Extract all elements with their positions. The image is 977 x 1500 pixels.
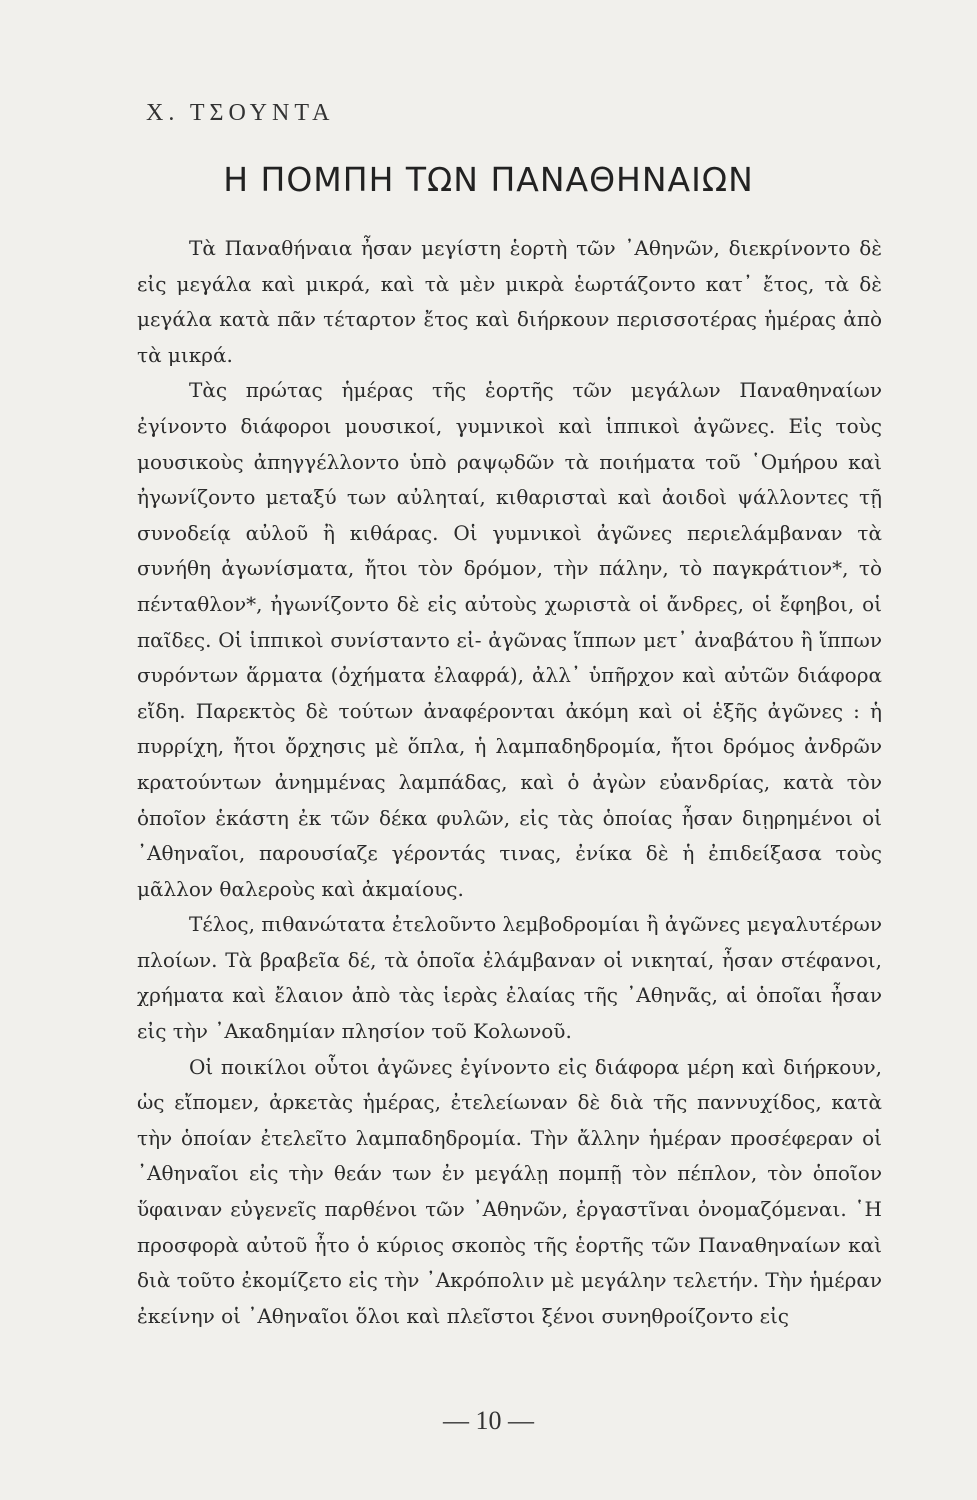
paragraph-2: Τὰς πρώτας ἡμέρας τῆς ἑορτῆς τῶν μεγάλων Παναθηναίων ἐγίνοντο διάφοροι μουσικοί, γυμνικοὶ καὶ ἱππικοὶ ἀγῶνες. Εἰς τοὺς μουσικοὺς ἀπηγγέλλοντο ὑπὸ ραψῳδῶν τὰ ποιήματα τοῦ ῾Ομήρου καὶ ἠγωνίζοντο μεταξύ των αὐληταί, κιθαρισταὶ καὶ ἀοιδοὶ ψάλλοντες τῇ συνοδείᾳ αὐλοῦ ἢ κιθάρας. Οἱ γυμνικοὶ ἀγῶνες περιελάμβαναν τὰ συνήθη ἀγωνίσματα, ἤτοι τὸν δρόμον, τὴν πάλην, τὸ παγκράτιον*, τὸ πένταθλον*, ἠγωνίζοντο δὲ εἰς αὐτοὺς χωριστὰ οἱ ἄνδρες, οἱ ἔφηβοι, οἱ παῖδες. Οἱ ἱππικοὶ συνίσταντο εἰ- ἀγῶνας ἵππων μετ᾿ ἀναβάτου ἢ ἵππων συρόντων ἅρματα (ὀχήματα ἐλαφρά), ἀλλ᾿ ὑπῆρχον καὶ αὐτῶν διάφορα εἴδη. Παρεκτὸς δὲ τούτων ἀναφέρονται ἀκόμη καὶ οἱ ἑξῆς ἀγῶνες : ἡ πυρρίχη, ἤτοι ὄρχησις μὲ ὅπλα, ἡ λαμπαδηδρομία, ἤτοι δρόμος ἀνδρῶν κρατούντων ἀνημμένας λαμπάδας, καὶ ὁ ἀγὼν εὐανδρίας, κατὰ τὸν ὁποῖον ἑκάστη ἐκ τῶν δέκα φυλῶν, εἰς τὰς ὁποίας ἦσαν διῃρημένοι οἱ ᾿Αθηναῖοι, παρουσίαζε γέροντάς τινας, ἐνίκα δὲ ἡ ἐπιδείξασα τοὺς μᾶλλον θαλεροὺς καὶ ἀκμαίους. bbox=[137, 378, 882, 901]
body-text bbox=[137, 231, 882, 1334]
chapter-title: Η ΠΟΜΠΗ ΤΩΝ ΠΑΝΑΘΗΝΑΙΩΝ bbox=[223, 160, 754, 199]
page-number: — 10 — bbox=[443, 1406, 534, 1435]
paragraph-1: Τὰ Παναθήναια ἦσαν μεγίστη ἑορτὴ τῶν ᾿Αθηνῶν, διεκρίνοντο δὲ εἰς μεγάλα καὶ μικρά, καὶ τὰ μὲν μικρὰ ἑωρτάζοντο κατ᾿ ἔτος, τὰ δὲ μεγάλα κατὰ πᾶν τέταρτον ἔτος καὶ διήρκουν περισσοτέρας ἡμέρας ἀπὸ τὰ μικρά. bbox=[137, 236, 882, 367]
author-header: Χ. ΤΣΟΥΝΤΑ bbox=[146, 100, 335, 126]
paragraph-4: Οἱ ποικίλοι οὗτοι ἀγῶνες ἐγίνοντο εἰς διάφορα μέρη καὶ διήρκουν, ὡς εἴπομεν, ἀρκετὰς ἡμέρας, ἐτελείωναν δὲ διὰ τῆς παννυχίδος, κατὰ τὴν ὁποίαν ἐτελεῖτο λαμπαδηδρομία. Τὴν ἄλλην ἡμέραν προσέφεραν οἱ ᾿Αθηναῖοι εἰς τὴν θεάν των ἐν μεγάλῃ πομπῇ τὸν πέπλον, τὸν ὁποῖον ὕφαιναν εὐγενεῖς παρθένοι τῶν ᾿Αθηνῶν, ἐργαστῖναι ὀνομαζόμεναι. ῾Η προσφορὰ αὐτοῦ ἦτο ὁ κύριος σκοπὸς τῆς ἑορτῆς τῶν Παναθηναίων καὶ διὰ τοῦτο ἐκομίζετο εἰς τὴν ᾿Ακρόπολιν μὲ μεγάλην τελετήν. Τὴν ἡμέραν ἐκείνην οἱ ᾿Αθηναῖοι ὅλοι καὶ πλεῖστοι ξένοι συνηθροίζοντο εἰς bbox=[137, 1054, 882, 1328]
paragraph-3: Τέλος, πιθανώτατα ἐτελοῦντο λεμβοδρομίαι ἢ ἀγῶνες μεγαλυτέρων πλοίων. Τὰ βραβεῖα δέ, τὰ ὁποῖα ἐλάμβαναν οἱ νικηταί, ἦσαν στέφανοι, χρήματα καὶ ἔλαιον ἀπὸ τὰς ἱερὰς ἐλαίας τῆς ᾿Αθηνᾶς, αἱ ὁποῖαι ἦσαν εἰς τὴν ᾿Ακαδημίαν πλησίον τοῦ Κολωνοῦ. bbox=[137, 912, 882, 1044]
